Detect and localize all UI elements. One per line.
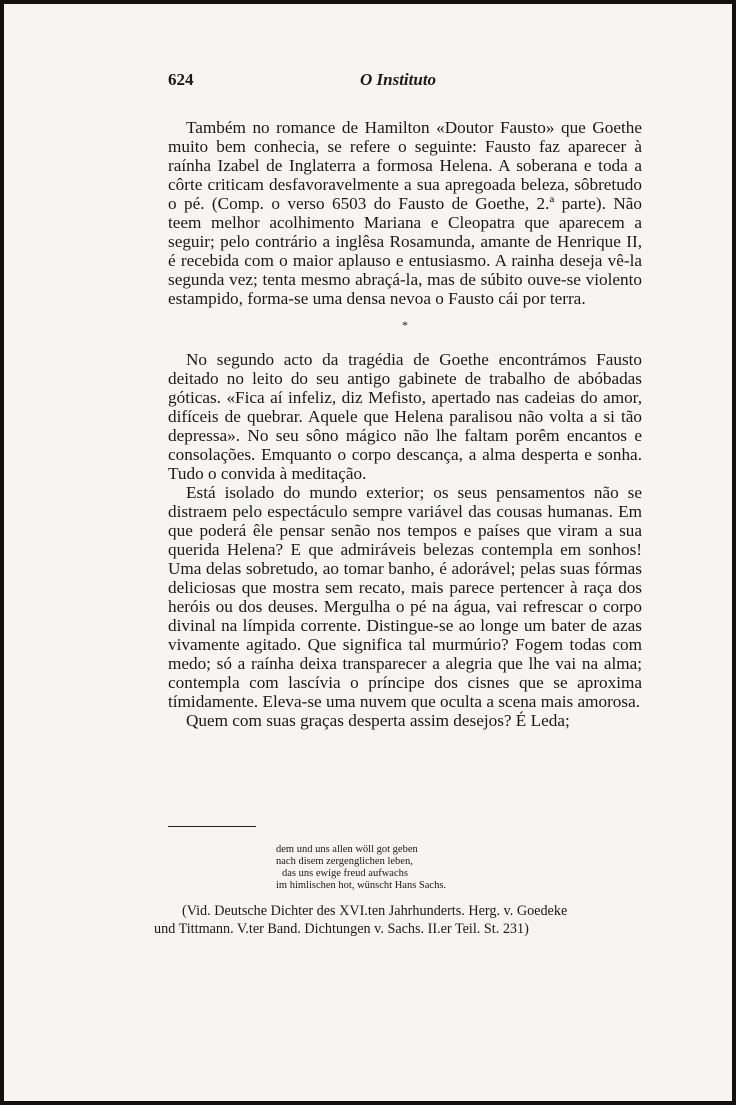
verse-line: dem und uns allen wöll got geben [276, 844, 418, 855]
paragraph-1: Também no romance de Hamilton «Doutor Fausto» que Goethe muito bem conhecia, se refere o seguinte: Fausto faz aparecer à raínha Izabel de Inglaterra a formosa Helena. A soberana e toda a côrte criticam desfavoravelmente a sua apregoada beleza, sôbretudo o pé. (Comp. o verso 6503 do Fausto de Goethe, 2.ª parte). Não teem melhor acolhimento Mariana e Cleopatra que aparecem a seguir; pelo contrário a inglêsa Rosamunda, amante de Henrique II, é recebida com o maior aplauso e entusiasmo. A rainha deseja vê-la segunda vez; tenta mesmo abraçá-la, mas de súbito ouve-se violento estampido, forma-se uma densa nevoa o Fausto cái por terra. [168, 118, 642, 308]
running-title: O Instituto [360, 70, 437, 89]
page-number: 624 [168, 70, 194, 89]
paragraph-2: No segundo acto da tragédia de Goethe encontrámos Fausto deitado no leito do seu antigo gabinete de trabalho de abóbadas góticas. «Fica aí infeliz, diz Mefisto, apertado nas cadeias do amor, difíceis de quebrar. Aquele que Helena paralisou não volta a si tão depressa». No seu sôno mágico não lhe faltam porêm encantos e consolações. Emquanto o corpo descança, a alma desperta e sonha. Tudo o convida à meditação. [168, 350, 642, 483]
footnote-verse [276, 844, 446, 892]
verse-line: das uns ewige freud aufwachs [282, 868, 408, 879]
reference-line-2: und Tittmann. V.ter Band. Dichtungen v. Sachs. II.er Teil. St. 231) [154, 921, 529, 937]
paragraph-4: Quem com suas graças desperta assim desejos? É Leda; [186, 711, 570, 730]
footnote-reference [154, 902, 642, 938]
verse-line: im himlischen hot, wünscht Hans Sachs. [276, 880, 447, 891]
body-text [168, 118, 642, 730]
footnote-rule [168, 826, 256, 827]
reference-line-1: (Vid. Deutsche Dichter des XVI.ten Jahrhunderts. Herg. v. Goedeke [182, 903, 568, 919]
paragraph-3: Está isolado do mundo exterior; os seus pensamentos não se distraem pelo espectáculo sempre variável das cousas humanas. Em que poderá êle pensar senão nos tempos e países que viram a sua querida Helena? E que admiráveis belezas contempla em sonhos! Uma delas sobretudo, ao tomar banho, é adorável; pelas suas fórmas deliciosas que mostra sem recato, mais parece pertencer à raça dos heróis ou dos deuses. Mergulha o pé na água, vai refrescar o corpo divinal na límpida corrente. Distingue-se ao longe um bater de azas vivamente agitado. Que significa tal murmúrio? Fogem todas com medo; só a raínha deixa transparecer a alegria que lhe vai na alma; contempla com lascívia o príncipe dos cisnes que se aproxima tímidamente. Eleva-se uma nuvem que oculta a scena mais amorosa. [168, 483, 642, 711]
section-separator: * [402, 318, 408, 332]
verse-line: nach disem zergenglichen leben, [276, 856, 413, 867]
page-header [164, 70, 644, 94]
